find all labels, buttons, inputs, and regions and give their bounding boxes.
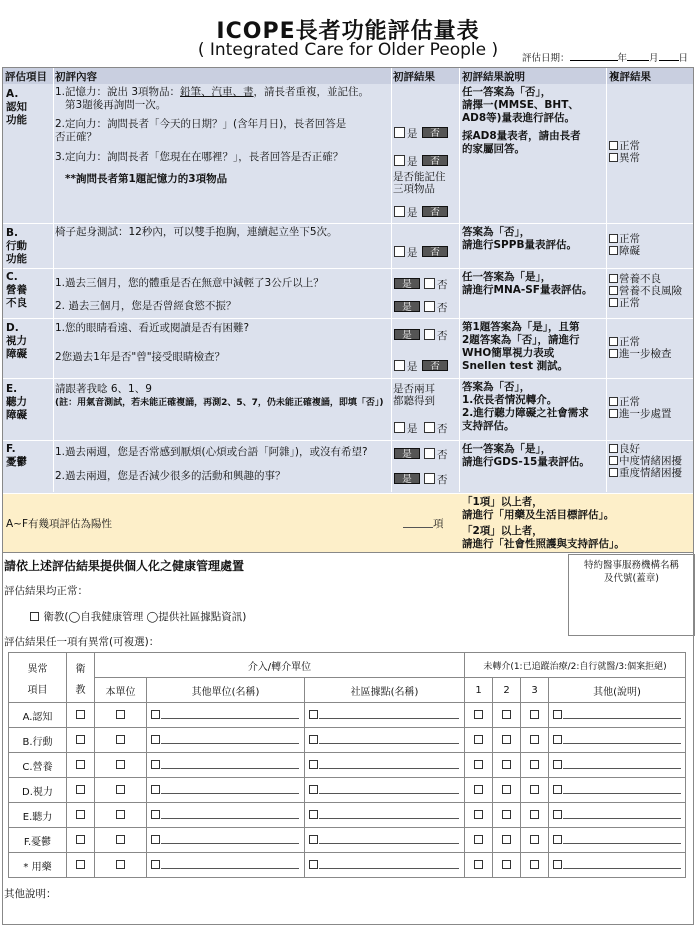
other-field[interactable] [549, 853, 686, 878]
unit-checkbox[interactable] [95, 828, 147, 853]
a-review[interactable]: 正常 異常 [609, 140, 640, 164]
nref-1[interactable] [465, 828, 493, 853]
e-result-label: 是否兩耳 都聽得到 [393, 383, 435, 407]
d2-yes-no[interactable]: 是 否 [394, 359, 452, 374]
edu-checkbox[interactable] [67, 728, 95, 753]
c2-yes-no[interactable]: 是 否 [394, 300, 452, 315]
section-a-label: A. 認知 功能 [6, 88, 27, 126]
grid-header-1: 1 [465, 678, 493, 703]
unit-checkbox[interactable] [95, 753, 147, 778]
community-field[interactable] [305, 778, 465, 803]
form-subtitle: ( Integrated Care for Older People ) [197, 40, 499, 60]
table-row [9, 803, 686, 828]
grid-header-item: 異常 項目 [9, 653, 67, 703]
grid-header-2: 2 [493, 678, 521, 703]
f-review[interactable]: 良好 中度情緒困擾 重度情緒困擾 [609, 443, 682, 479]
e-explanation: 答案為「否」， 1.依長者情況轉介。 2.進行聽力障礙之社會需求 支持評估。 [462, 381, 589, 432]
other-field[interactable] [549, 828, 686, 853]
nref-3[interactable] [521, 703, 549, 728]
a-explanation: 任一答案為「否」， 請擇一(MMSE、BHT、 AD8等)量表進行評估。 採AD8量表者，請由長者 的家屬回答。 [462, 86, 581, 155]
summary-count[interactable]: 項 [403, 516, 444, 531]
nref-3[interactable] [521, 728, 549, 753]
nref-1[interactable] [465, 753, 493, 778]
nref-2[interactable] [493, 703, 521, 728]
section-f-label: F. 憂鬱 [6, 443, 27, 468]
nref-3[interactable] [521, 828, 549, 853]
unit-checkbox[interactable] [95, 703, 147, 728]
edu-checkbox[interactable] [67, 778, 95, 803]
table-row [9, 828, 686, 853]
form-title: ICOPE長者功能評估量表 [216, 19, 480, 44]
normal-label: 評估結果均正常： [4, 585, 88, 597]
d-item-1: 1.您的眼睛看遠、看近或閱讀是否有困難? [55, 322, 250, 334]
unit-checkbox[interactable] [95, 778, 147, 803]
row-label: D.視力 [9, 778, 67, 803]
f-item-1: 1.過去兩週，您是否常感到厭煩(心煩或台語「阿雜」)，或沒有希望? [55, 446, 368, 458]
a-item-3: 3.定向力：詢問長者「您現在在哪裡？」，長者回答是否正確？ [55, 151, 344, 163]
other-unit-field[interactable] [147, 753, 305, 778]
community-field[interactable] [305, 753, 465, 778]
section-b [3, 224, 693, 269]
nref-2[interactable] [493, 728, 521, 753]
community-field[interactable] [305, 803, 465, 828]
other-field[interactable] [549, 778, 686, 803]
community-field[interactable] [305, 853, 465, 878]
row-label: E.聽力 [9, 803, 67, 828]
f2-yes-no[interactable]: 是 否 [394, 472, 452, 487]
other-field[interactable] [549, 753, 686, 778]
e-review[interactable]: 正常 進一步處置 [609, 396, 672, 420]
summary-label: A~F有幾項評估為陽性 [6, 518, 113, 530]
a4-yes-no[interactable]: 是 否 [394, 205, 452, 220]
other-unit-field[interactable] [147, 703, 305, 728]
d-review[interactable]: 正常 進一步檢查 [609, 336, 672, 360]
other-unit-field[interactable] [147, 728, 305, 753]
a-item-2: 2.定向力：詢問長者「今天的日期？」(含年月日)，長者回答是 否正確？ [55, 118, 347, 143]
grid-header-unit: 本單位 [95, 678, 147, 703]
c-review[interactable]: 營養不良 營養不良風險 正常 [609, 273, 682, 309]
section-d [3, 319, 693, 379]
other-unit-field[interactable] [147, 778, 305, 803]
row-label: C.營養 [9, 753, 67, 778]
unit-checkbox[interactable] [95, 803, 147, 828]
evaluation-date: 評估日期： 年 月 日 [522, 53, 689, 64]
agency-stamp-box[interactable]: 特約醫事服務機構名稱 及代號(蓋章) [568, 554, 695, 636]
b-explanation: 答案為「否」， 請進行SPPB量表評估。 [462, 226, 577, 251]
table-row [9, 753, 686, 778]
edu-checkbox[interactable] [67, 703, 95, 728]
community-field[interactable] [305, 703, 465, 728]
grid-header-referral: 介入/轉介單位 [95, 653, 465, 678]
table-header [3, 68, 693, 84]
other-notes-label: 其他說明： [4, 888, 57, 900]
nref-1[interactable] [465, 703, 493, 728]
table-row [9, 853, 686, 878]
b1-yes-no[interactable]: 是 否 [394, 245, 452, 260]
section-b-label: B. 行動 功能 [6, 227, 27, 265]
date-day-field[interactable] [659, 51, 679, 61]
header-content: 初評內容 [55, 71, 97, 83]
section-c-label: C. 營養 不良 [6, 271, 27, 309]
unit-checkbox[interactable] [95, 853, 147, 878]
row-label: A.認知 [9, 703, 67, 728]
f-explanation: 任一答案為「是」， 請進行GDS-15量表評估。 [462, 443, 590, 468]
community-field[interactable] [305, 828, 465, 853]
b-item-1: 椅子起身測試：12秒內，可以雙手抱胸，連續起立坐下5次。 [55, 226, 338, 238]
nref-2[interactable] [493, 778, 521, 803]
f-item-2: 2.過去兩週，您是否減少很多的活動和興趣的事？ [55, 470, 286, 482]
table-row [9, 778, 686, 803]
edu-checkbox[interactable] [67, 803, 95, 828]
abnormal-label: 評估結果任一項有異常(可複選)： [4, 636, 160, 648]
header-review: 複評結果 [609, 71, 651, 83]
edu-checkbox[interactable] [67, 828, 95, 853]
other-field[interactable] [549, 728, 686, 753]
referral-grid [8, 652, 686, 878]
grid-header-education: 衛 教 [67, 653, 95, 703]
a3-yes-no[interactable]: 是 否 [394, 154, 452, 169]
d-explanation: 第1題答案為「是」，且第 2題答案為「否」，請進行 WHO簡單視力表或 Snellen test 測試。 [462, 321, 580, 372]
grid-header-community: 社區據點(名稱) [305, 678, 465, 703]
other-unit-field[interactable] [147, 828, 305, 853]
other-unit-field[interactable] [147, 853, 305, 878]
summary-row [3, 494, 693, 552]
e1-yes-no[interactable]: 是 否 [394, 421, 452, 436]
edu-checkbox[interactable] [67, 753, 95, 778]
b-review[interactable]: 正常 障礙 [609, 233, 640, 257]
other-unit-field[interactable] [147, 803, 305, 828]
nref-1[interactable] [465, 803, 493, 828]
section-e [3, 379, 693, 441]
nref-3[interactable] [521, 778, 549, 803]
date-month-field[interactable] [627, 51, 649, 61]
nref-2[interactable] [493, 828, 521, 853]
section-e-label: E. 聽力 障礙 [6, 383, 27, 421]
grid-header-other: 其他(說明) [549, 678, 686, 703]
date-year-field[interactable] [570, 51, 618, 61]
edu-checkbox[interactable] [67, 853, 95, 878]
d1-yes-no[interactable]: 是 否 [394, 328, 452, 343]
c-item-1: 1.過去三個月，您的體重是否在無意中減輕了3公斤以上？ [55, 277, 324, 289]
header-explanation: 初評結果說明 [462, 71, 525, 83]
assessment-table [2, 67, 694, 553]
nref-2[interactable] [493, 803, 521, 828]
section-f [3, 441, 693, 494]
nref-1[interactable] [465, 728, 493, 753]
f1-yes-no[interactable]: 是 否 [394, 447, 452, 462]
summary-instructions: 「1項」以上者， 請進行「用藥及生活目標評估」。 「2項」以上者， 請進行「社會性照護與支持評估」。 [462, 496, 625, 550]
unit-checkbox[interactable] [95, 728, 147, 753]
section-2-title: 請依上述評估結果提供個人化之健康管理處置 [4, 559, 245, 573]
grid-header-no-referral: 未轉介(1:已追蹤治療/2:自行就醫/3:個案拒絕) [465, 653, 686, 678]
c1-yes-no[interactable]: 是 否 [394, 277, 452, 292]
grid-header-3: 3 [521, 678, 549, 703]
section-a [3, 84, 693, 224]
d-item-2: 2您過去1年是否"曾"接受眼睛檢查？ [55, 351, 226, 363]
section-d-label: D. 視力 障礙 [6, 322, 27, 360]
c-item-2: 2. 過去三個月，您是否曾經食慾不振？ [55, 300, 237, 312]
table-row [9, 728, 686, 753]
a-item-4: **詢問長者第1題記憶力的3項物品 [65, 173, 228, 185]
nref-1[interactable] [465, 778, 493, 803]
c-explanation: 任一答案為「是」， 請進行MNA-SF量表評估。 [462, 271, 593, 296]
table-row [9, 703, 686, 728]
e-item-1: 請跟著我唸 6、1、9 [55, 383, 152, 395]
other-field[interactable] [549, 703, 686, 728]
a4-result-label: 是否能記住 三項物品 [393, 171, 446, 195]
header-item: 評估項目 [5, 71, 47, 83]
community-field[interactable] [305, 728, 465, 753]
e-item-note: (註：用氣音測試，若未能正確複誦，再測2、5、7，仍未能正確複誦，即填「否」) [55, 398, 384, 408]
a-item-1: 1.記憶力：說出 3項物品：鉛筆、汽車、書，請長者重複，並記住。 第3題後再詢問一次。 [55, 86, 370, 111]
grid-header-other-unit: 其他單位(名稱) [147, 678, 305, 703]
a2-yes-no[interactable]: 是 否 [394, 126, 452, 141]
row-label: * 用藥 [9, 853, 67, 878]
nref-3[interactable] [521, 853, 549, 878]
normal-option-education[interactable]: 衛教(◯自我健康管理 ◯提供社區據點資訊) [30, 609, 246, 624]
row-label: B.行動 [9, 728, 67, 753]
header-result: 初評結果 [393, 71, 435, 83]
nref-2[interactable] [493, 753, 521, 778]
other-field[interactable] [549, 803, 686, 828]
nref-2[interactable] [493, 853, 521, 878]
nref-1[interactable] [465, 853, 493, 878]
nref-3[interactable] [521, 753, 549, 778]
section-c [3, 269, 693, 319]
nref-3[interactable] [521, 803, 549, 828]
row-label: F.憂鬱 [9, 828, 67, 853]
